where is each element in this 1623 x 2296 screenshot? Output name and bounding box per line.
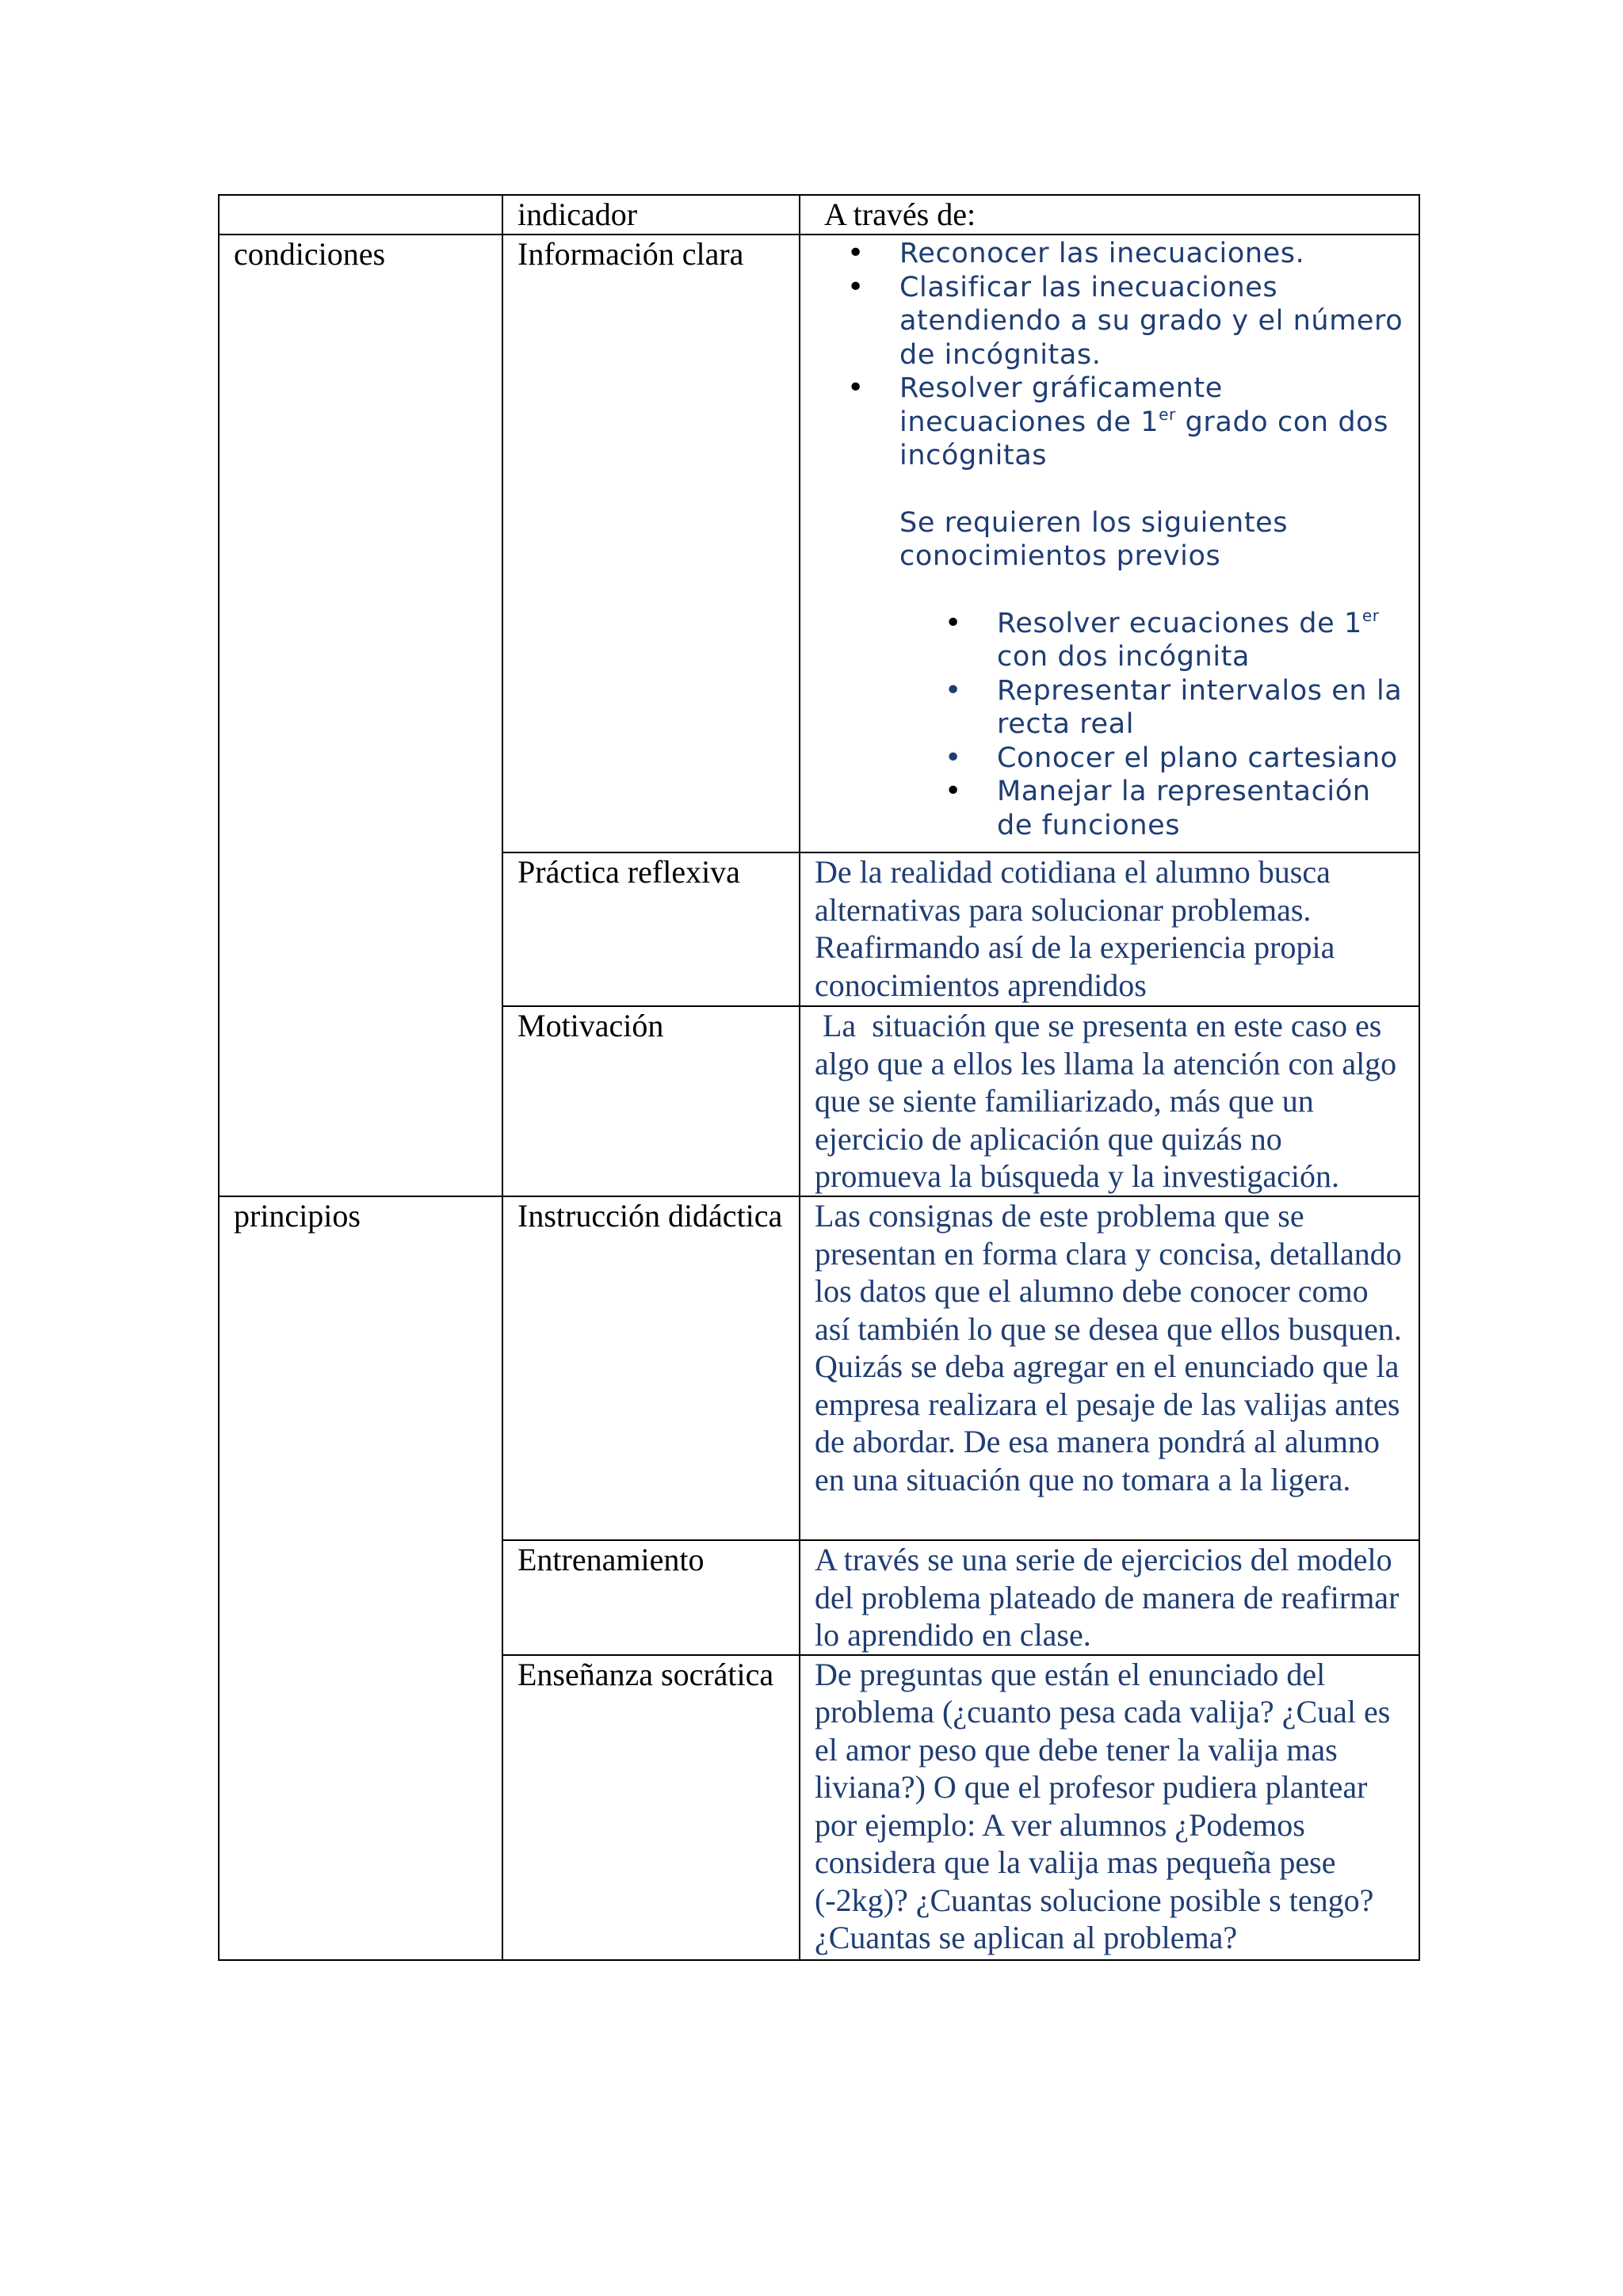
indicator-entrenamiento: Entrenamiento [502, 1540, 800, 1655]
superscript: er [1159, 404, 1176, 424]
indicator-instruccion-didactica: Instrucción didáctica [502, 1196, 800, 1540]
content-ensenanza-socratica: De preguntas que están el enunciado del problema (¿cuanto pesa cada valija? ¿Cual es el amor peso que debe tener la valija mas liviana?) O que el profesor pudiera plantear por ejemplo: A ver alumnos ¿Podemos considera que la valija mas pequeña pese (-2kg)? ¿Cuantas solucione posible s tengo? ¿Cuantas se aplican al problema? [800, 1655, 1419, 1960]
superscript: er [1361, 605, 1380, 625]
list-item: • Reconocer las inecuaciones. [899, 237, 1411, 271]
criteria-table [218, 194, 1420, 1961]
content-informacion-clara [800, 235, 1419, 852]
list-item: • Manejar la representación de funciones [997, 775, 1411, 842]
category-principios: principios [219, 1196, 502, 1960]
prerequisites-intro: Se requieren los siguientes conocimientos previos [899, 506, 1289, 572]
list-item: • Resolver gráficamente inecuaciones de 1er grado con dos incógnitas [899, 372, 1411, 473]
category-condiciones: condiciones [219, 235, 502, 1196]
list-item: • Clasificar las inecuaciones atendiendo a su grado y el número de incógnitas. [899, 271, 1411, 372]
row-informacion-clara [219, 235, 1419, 852]
header-indicador: indicador [502, 195, 800, 235]
prerequisites-list [800, 607, 1411, 843]
content-motivacion: La situación que se presenta en este caso es algo que a ellos les llama la atención con algo que se siente familiarizado, más que un ejercicio de aplicación que quizás no promueva la búsqueda y la investigación. [800, 1006, 1419, 1196]
indicator-ensenanza-socratica: Enseñanza socrática [502, 1655, 800, 1960]
row-instruccion-didactica [219, 1196, 1419, 1540]
indicator-motivacion: Motivación [502, 1006, 800, 1196]
header-a-traves-de: A través de: [800, 195, 1419, 235]
content-practica-reflexiva: De la realidad cotidiana el alumno busca alternativas para solucionar problemas. Reafirmando así de la experiencia propia conocimientos aprendidos [800, 852, 1419, 1006]
header-row [219, 195, 1419, 235]
indicator-informacion-clara: Información clara [502, 235, 800, 852]
list-item: • Resolver ecuaciones de 1er con dos incógnita [997, 607, 1411, 674]
content-instruccion-didactica: Las consignas de este problema que se presentan en forma clara y concisa, detallando los datos que el alumno debe conocer como así también lo que se desea que ellos busquen. Quizás se deba agregar en el enunciado que la empresa realizara el pesaje de las valijas antes de abordar. De esa manera pondrá al alumno en una situación que no tomara a la ligera. [800, 1196, 1419, 1540]
informacion-block [800, 235, 1411, 842]
list-item: • Conocer el plano cartesiano [997, 742, 1411, 776]
header-empty-cell [219, 195, 502, 235]
indicator-practica-reflexiva: Práctica reflexiva [502, 852, 800, 1006]
objectives-list [800, 237, 1411, 473]
list-item: • Representar intervalos en la recta real [997, 674, 1411, 742]
content-entrenamiento: A través se una serie de ejercicios del modelo del problema plateado de manera de reafirmar lo aprendido en clase. [800, 1540, 1419, 1655]
